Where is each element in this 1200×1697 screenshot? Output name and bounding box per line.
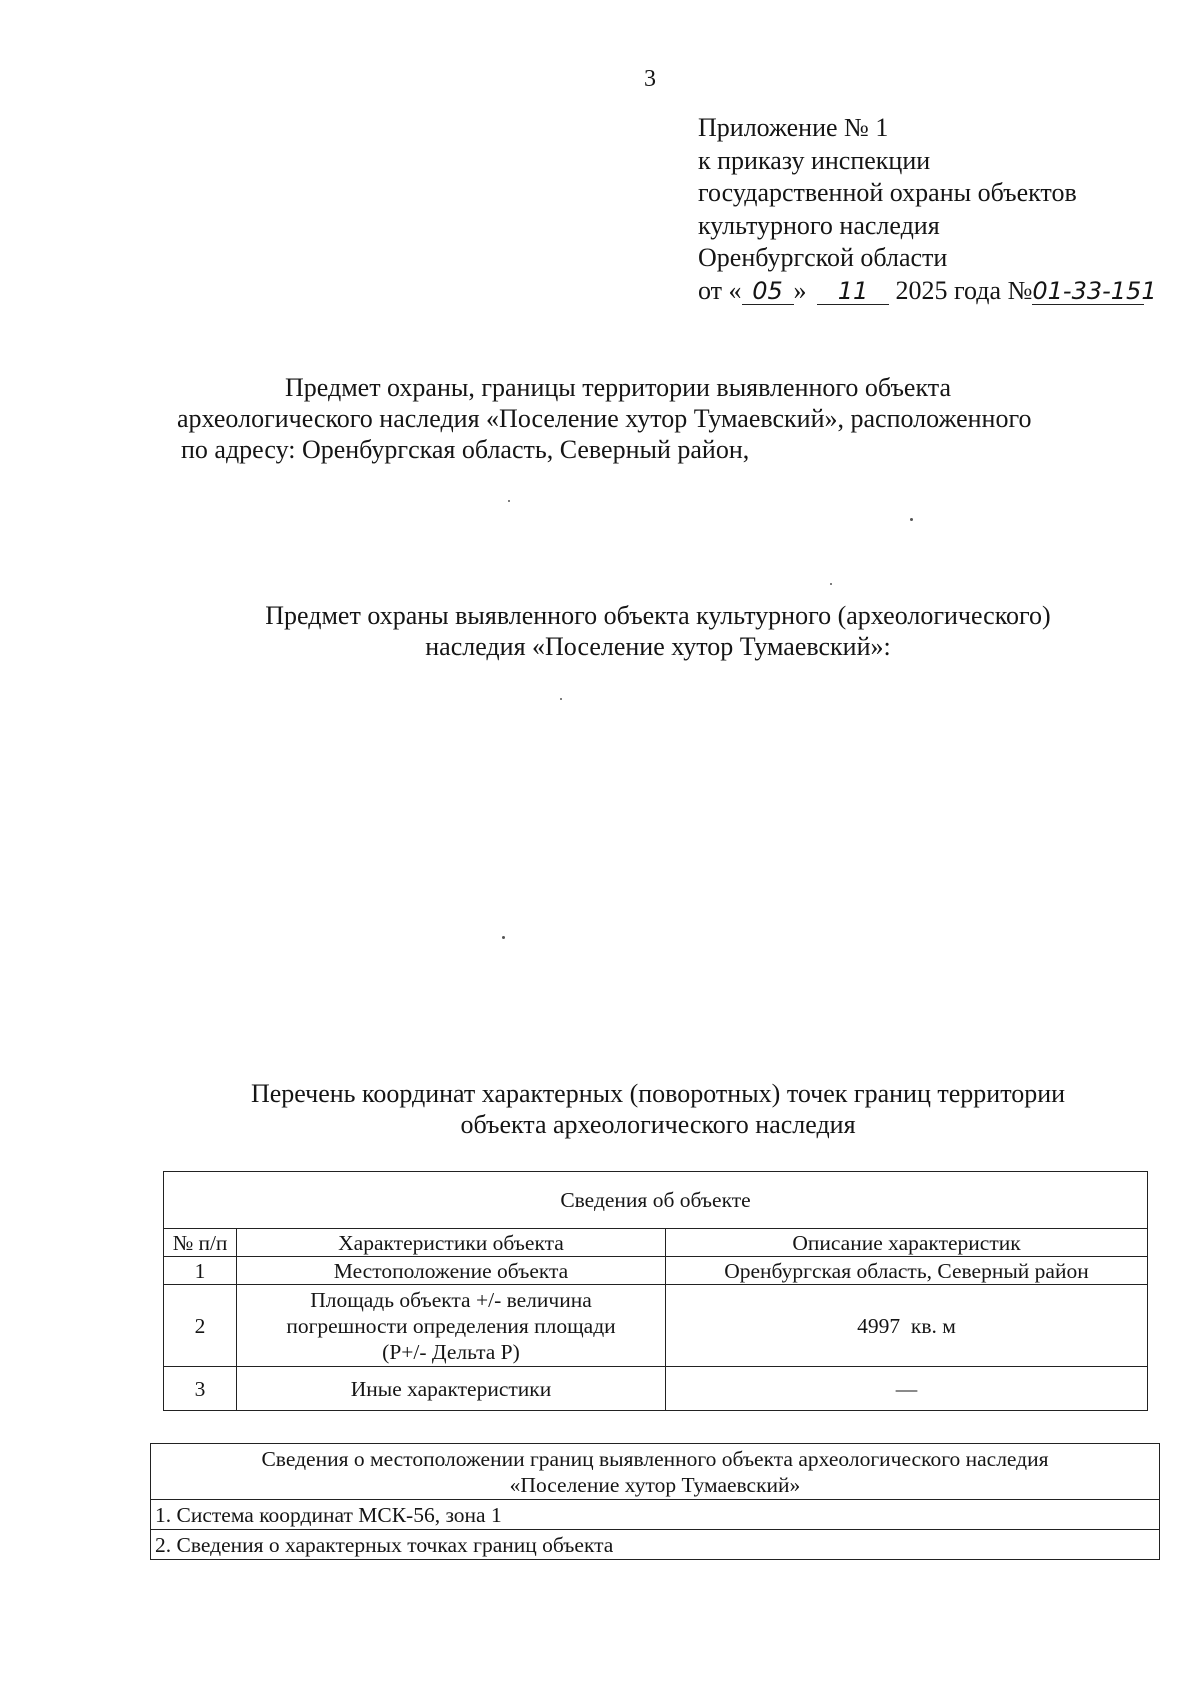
cell-description: 4997 кв. м	[666, 1285, 1148, 1367]
appendix-line: к приказу инспекции	[698, 145, 931, 175]
heading-line: Предмет охраны, границы территории выявленного объекта	[285, 373, 951, 402]
heading-line: Предмет охраны выявленного объекта культурного (археологического)	[265, 601, 1051, 630]
appendix-line: государственной охраны объектов	[698, 178, 1077, 208]
object-info-table	[163, 1171, 1148, 1411]
scan-speck	[508, 500, 510, 502]
column-header: Описание характеристик	[666, 1229, 1148, 1257]
heading-protection-boundaries	[150, 372, 1150, 465]
date-day-close: »	[793, 275, 807, 305]
heading-line: объекта археологического наследия	[460, 1110, 856, 1139]
order-date-line	[698, 275, 1157, 308]
table-row	[164, 1285, 1148, 1367]
caption-line: Сведения о местоположении границ выявленного объекта археологического наследия	[261, 1446, 1049, 1471]
boundary-location-table	[150, 1443, 1160, 1560]
scan-speck	[830, 583, 832, 585]
table-row: 2. Сведения о характерных точках границ объекта	[151, 1530, 1160, 1560]
cell-description: Оренбургская область, Северный район	[666, 1257, 1148, 1285]
appendix-line: Приложение № 1	[698, 113, 889, 142]
appendix-block	[698, 112, 1157, 308]
scan-speck	[560, 698, 562, 700]
appendix-line: Оренбургской области	[698, 243, 948, 273]
cell-number: 3	[164, 1367, 237, 1411]
heading-line: археологического наследия «Поселение хутор Тумаевский», расположенного	[177, 404, 1032, 433]
handwritten-order-number: 01-33-151	[1032, 276, 1157, 305]
object-info-caption: Сведения об объекте	[164, 1172, 1148, 1229]
handwritten-month: 11	[817, 278, 889, 305]
cell-text-line: Площадь объекта +/- величина	[310, 1287, 592, 1312]
cell-number: 2	[164, 1285, 237, 1367]
column-header: Характеристики объекта	[237, 1229, 666, 1257]
date-year-text: 2025 года №	[895, 275, 1033, 305]
table-row	[164, 1257, 1148, 1285]
scan-speck	[502, 936, 505, 939]
boundary-location-caption	[151, 1444, 1160, 1500]
table-row	[164, 1367, 1148, 1411]
cell-description: —	[666, 1367, 1148, 1411]
cell-text-line: погрешности определения площади	[286, 1313, 616, 1338]
cell-characteristic: Иные характеристики	[237, 1367, 666, 1411]
cell-number: 1	[164, 1257, 237, 1285]
date-prefix: от «	[698, 275, 742, 305]
caption-line: «Поселение хутор Тумаевский»	[509, 1472, 801, 1497]
appendix-line: культурного наследия	[698, 210, 940, 240]
cell-characteristic: Местоположение объекта	[237, 1257, 666, 1285]
handwritten-day: 05	[742, 278, 794, 305]
heading-protection-subject	[148, 600, 1168, 662]
scan-speck	[910, 518, 913, 521]
cell-characteristic	[237, 1285, 666, 1367]
heading-coordinates-list	[148, 1078, 1168, 1140]
heading-line: Перечень координат характерных (поворотных) точек границ территории	[250, 1079, 1066, 1108]
cell-text-line: (P+/- Дельта P)	[382, 1339, 520, 1364]
heading-line: наследия «Поселение хутор Тумаевский»:	[425, 632, 891, 661]
column-header: № п/п	[164, 1229, 237, 1257]
heading-line: по адресу: Оренбургская область, Северный район,	[181, 435, 750, 464]
page-number: 3	[644, 66, 656, 92]
table-row: 1. Система координат МСК-56, зона 1	[151, 1500, 1160, 1530]
